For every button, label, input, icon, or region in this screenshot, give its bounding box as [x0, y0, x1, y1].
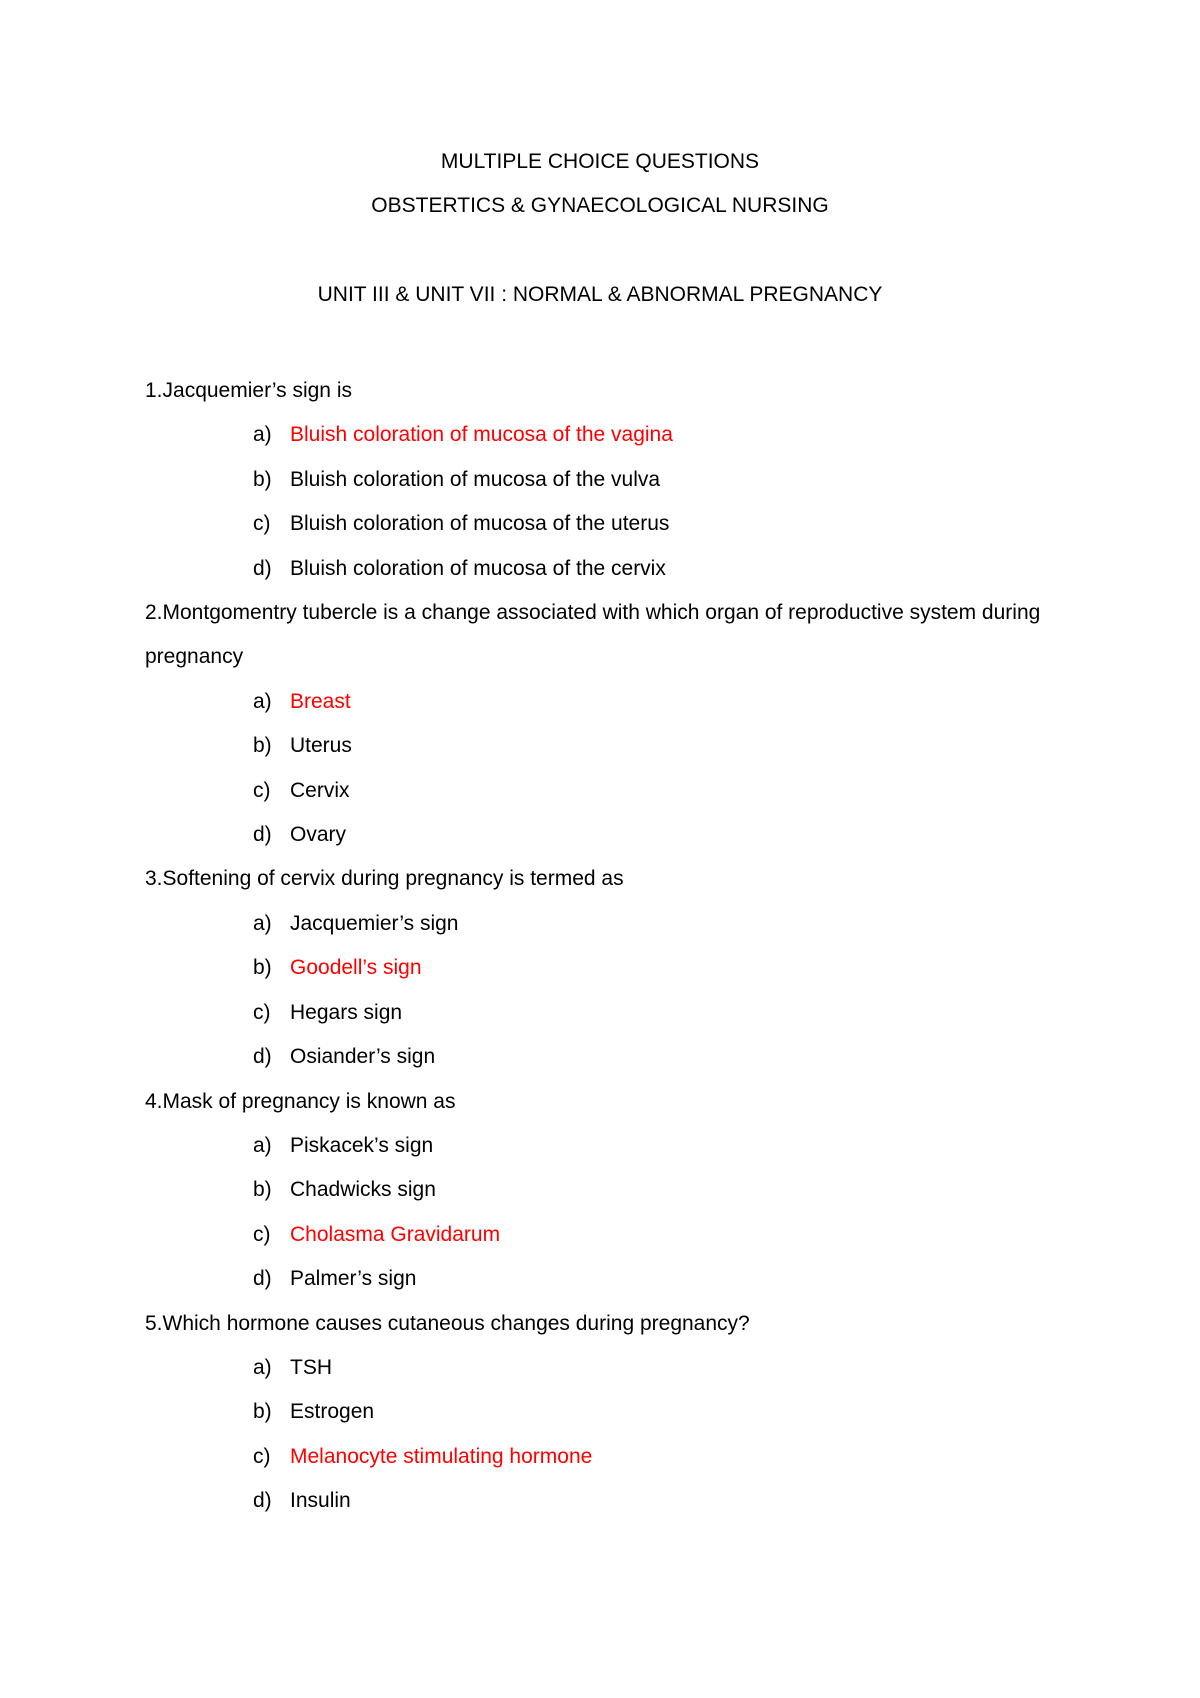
- option-d: [253, 1035, 1075, 1079]
- option-text: Insulin: [290, 1489, 351, 1513]
- option-text: Bluish coloration of mucosa of the uterus: [290, 512, 670, 536]
- question-text: 3.Softening of cervix during pregnancy is termed as: [145, 867, 624, 891]
- option-c: [253, 1213, 1075, 1257]
- correct-option-text: Cholasma Gravidarum: [290, 1222, 501, 1246]
- correct-option-text: Goodell’s sign: [290, 956, 422, 980]
- option-text: Estrogen: [290, 1400, 375, 1424]
- option-b: [253, 946, 1075, 990]
- question-4: [145, 1080, 1075, 1302]
- option-b: [253, 1390, 1075, 1434]
- option-text: Bluish coloration of mucosa of the cervix: [290, 556, 666, 580]
- option-b: [253, 458, 1075, 502]
- option-letter: c): [253, 512, 271, 536]
- option-text: Osiander’s sign: [290, 1045, 436, 1069]
- option-letter: a): [253, 1355, 272, 1379]
- question-text: 5.Which hormone causes cutaneous changes during pregnancy?: [145, 1311, 750, 1335]
- option-a: [253, 680, 1075, 724]
- option-text: Chadwicks sign: [290, 1178, 436, 1202]
- option-letter: a): [253, 423, 272, 447]
- option-text: Piskacek’s sign: [290, 1133, 434, 1157]
- question-text: 2.Montgomentry tubercle is a change associated with which organ of reproductive system during pregnancy: [145, 601, 1041, 669]
- option-a: [253, 1346, 1075, 1390]
- option-letter: d): [253, 823, 272, 847]
- question-3: [145, 857, 1075, 1079]
- option-c: [253, 769, 1075, 813]
- option-letter: b): [253, 956, 272, 980]
- option-letter: c): [253, 1000, 271, 1024]
- correct-option-text: Melanocyte stimulating hormone: [290, 1444, 593, 1468]
- option-letter: a): [253, 911, 272, 935]
- option-letter: d): [253, 1489, 272, 1513]
- option-text: Ovary: [290, 823, 347, 847]
- option-text: Bluish coloration of mucosa of the vulva: [290, 467, 661, 491]
- question-list: [145, 369, 1075, 1524]
- option-letter: b): [253, 734, 272, 758]
- option-list: [145, 902, 1075, 1080]
- option-d: [253, 1479, 1075, 1523]
- option-text: Hegars sign: [290, 1000, 403, 1024]
- option-a: [253, 413, 1075, 457]
- option-list: [145, 1346, 1075, 1524]
- option-list: [145, 680, 1075, 858]
- option-letter: a): [253, 689, 272, 713]
- option-c: [253, 1435, 1075, 1479]
- option-text: Jacquemier’s sign: [290, 911, 459, 935]
- option-text: Uterus: [290, 734, 352, 758]
- option-c: [253, 502, 1075, 546]
- option-letter: a): [253, 1133, 272, 1157]
- question-5: [145, 1302, 1075, 1524]
- option-d: [253, 1257, 1075, 1301]
- option-letter: b): [253, 1400, 272, 1424]
- option-letter: c): [253, 1444, 271, 1468]
- question-text: 4.Mask of pregnancy is known as: [145, 1089, 456, 1113]
- option-letter: c): [253, 778, 271, 802]
- option-list: [145, 413, 1075, 591]
- option-letter: c): [253, 1222, 271, 1246]
- option-a: [253, 902, 1075, 946]
- question-1: [145, 369, 1075, 591]
- option-text: TSH: [290, 1355, 332, 1379]
- document-subject: OBSTERTICS & GYNAECOLOGICAL NURSING: [371, 194, 829, 217]
- option-b: [253, 1168, 1075, 1212]
- option-a: [253, 1124, 1075, 1168]
- option-text: Cervix: [290, 778, 350, 802]
- correct-option-text: Bluish coloration of mucosa of the vagina: [290, 423, 673, 447]
- option-d: [253, 813, 1075, 857]
- option-letter: d): [253, 1045, 272, 1069]
- option-b: [253, 724, 1075, 768]
- option-list: [145, 1124, 1075, 1302]
- unit-heading: UNIT III & UNIT VII : NORMAL & ABNORMAL PREGNANCY: [317, 283, 883, 306]
- question-2: [145, 591, 1075, 857]
- option-letter: b): [253, 1178, 272, 1202]
- option-letter: d): [253, 556, 272, 580]
- correct-option-text: Breast: [290, 689, 351, 713]
- option-text: Palmer’s sign: [290, 1267, 417, 1291]
- document-title: MULTIPLE CHOICE QUESTIONS: [440, 150, 760, 173]
- option-letter: b): [253, 467, 272, 491]
- option-letter: d): [253, 1267, 272, 1291]
- option-d: [253, 547, 1075, 591]
- option-c: [253, 991, 1075, 1035]
- question-text: 1.Jacquemier’s sign is: [145, 379, 352, 402]
